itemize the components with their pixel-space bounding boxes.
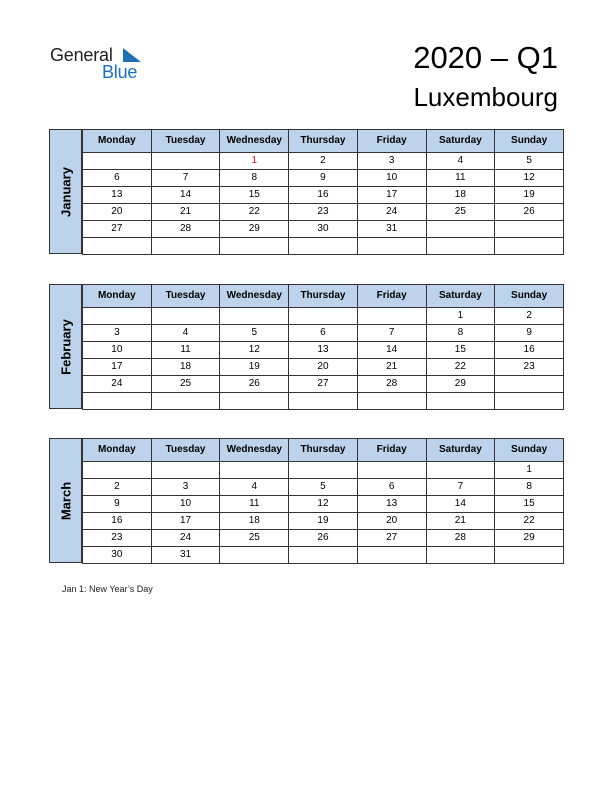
day-cell: 21 xyxy=(357,359,426,376)
day-cell: 28 xyxy=(426,530,495,547)
day-cell: 27 xyxy=(83,221,152,238)
weekday-header-row xyxy=(83,285,564,308)
day-cell xyxy=(289,393,358,410)
day-cell: 9 xyxy=(83,496,152,513)
day-cell xyxy=(289,238,358,255)
day-cell: 2 xyxy=(83,479,152,496)
day-cell xyxy=(426,238,495,255)
day-cell: 26 xyxy=(495,204,564,221)
logo-blue-text: Blue xyxy=(102,62,138,82)
day-cell: 16 xyxy=(289,187,358,204)
month-label xyxy=(49,129,82,254)
calendar-table xyxy=(82,438,564,564)
day-cell: 25 xyxy=(151,376,220,393)
page-title: 2020 – Q1 xyxy=(413,40,558,75)
day-cell: 17 xyxy=(83,359,152,376)
day-cell: 14 xyxy=(426,496,495,513)
day-cell xyxy=(357,462,426,479)
generalblue-logo xyxy=(50,44,150,84)
weekday-header: Thursday xyxy=(289,285,358,308)
day-cell xyxy=(426,221,495,238)
day-cell: 29 xyxy=(495,530,564,547)
day-cell: 21 xyxy=(426,513,495,530)
day-cell: 11 xyxy=(220,496,289,513)
week-row xyxy=(83,359,564,376)
day-cell: 7 xyxy=(426,479,495,496)
day-cell: 15 xyxy=(426,342,495,359)
day-cell: 6 xyxy=(357,479,426,496)
day-cell: 11 xyxy=(426,170,495,187)
weekday-header-row xyxy=(83,130,564,153)
weekday-header: Monday xyxy=(83,439,152,462)
day-cell xyxy=(495,376,564,393)
day-cell: 27 xyxy=(289,376,358,393)
day-cell: 18 xyxy=(151,359,220,376)
day-cell: 14 xyxy=(151,187,220,204)
weekday-header: Sunday xyxy=(495,130,564,153)
day-cell: 3 xyxy=(151,479,220,496)
week-row xyxy=(83,308,564,325)
day-cell xyxy=(426,547,495,564)
week-row xyxy=(83,547,564,564)
holiday-note: Jan 1: New Year’s Day xyxy=(62,584,153,594)
day-cell xyxy=(220,393,289,410)
weekday-header: Monday xyxy=(83,130,152,153)
day-cell: 1 xyxy=(426,308,495,325)
week-row xyxy=(83,187,564,204)
day-cell xyxy=(83,393,152,410)
day-cell: 22 xyxy=(495,513,564,530)
day-cell xyxy=(357,238,426,255)
day-cell: 6 xyxy=(289,325,358,342)
day-cell xyxy=(151,393,220,410)
day-cell xyxy=(83,153,152,170)
week-row xyxy=(83,342,564,359)
day-cell xyxy=(83,238,152,255)
country-name: Luxembourg xyxy=(413,82,558,112)
weekday-header: Tuesday xyxy=(151,130,220,153)
weekday-header: Wednesday xyxy=(220,439,289,462)
weekday-header: Tuesday xyxy=(151,439,220,462)
day-cell xyxy=(83,308,152,325)
day-cell: 1 xyxy=(495,462,564,479)
week-row xyxy=(83,204,564,221)
logo-general-text: General xyxy=(50,45,113,65)
weekday-header: Wednesday xyxy=(220,130,289,153)
week-row xyxy=(83,393,564,410)
day-cell: 4 xyxy=(151,325,220,342)
week-row xyxy=(83,530,564,547)
day-cell: 5 xyxy=(495,153,564,170)
day-cell xyxy=(357,393,426,410)
day-cell: 17 xyxy=(357,187,426,204)
day-cell xyxy=(83,462,152,479)
day-cell xyxy=(357,547,426,564)
day-cell: 1 xyxy=(220,153,289,170)
day-cell: 12 xyxy=(495,170,564,187)
day-cell xyxy=(289,308,358,325)
week-row xyxy=(83,221,564,238)
weekday-header: Saturday xyxy=(426,439,495,462)
weekday-header: Monday xyxy=(83,285,152,308)
weekday-header: Friday xyxy=(357,285,426,308)
day-cell: 24 xyxy=(357,204,426,221)
day-cell xyxy=(151,238,220,255)
calendar-table xyxy=(82,129,564,255)
day-cell: 26 xyxy=(220,376,289,393)
day-cell xyxy=(426,462,495,479)
day-cell: 25 xyxy=(426,204,495,221)
month-label xyxy=(49,284,82,409)
day-cell xyxy=(151,462,220,479)
day-cell: 13 xyxy=(289,342,358,359)
day-cell: 10 xyxy=(357,170,426,187)
day-cell: 5 xyxy=(220,325,289,342)
day-cell: 4 xyxy=(426,153,495,170)
day-cell: 23 xyxy=(495,359,564,376)
month-label xyxy=(49,438,82,563)
week-row xyxy=(83,238,564,255)
day-cell: 30 xyxy=(289,221,358,238)
weekday-header: Thursday xyxy=(289,130,358,153)
day-cell: 11 xyxy=(151,342,220,359)
day-cell: 28 xyxy=(357,376,426,393)
day-cell: 20 xyxy=(83,204,152,221)
day-cell: 3 xyxy=(83,325,152,342)
weekday-header: Saturday xyxy=(426,285,495,308)
day-cell: 5 xyxy=(289,479,358,496)
week-row xyxy=(83,462,564,479)
calendar-table xyxy=(82,284,564,410)
day-cell xyxy=(220,238,289,255)
day-cell: 23 xyxy=(83,530,152,547)
day-cell: 19 xyxy=(220,359,289,376)
weekday-header: Friday xyxy=(357,439,426,462)
week-row xyxy=(83,376,564,393)
day-cell xyxy=(220,308,289,325)
day-cell: 8 xyxy=(426,325,495,342)
weekday-header: Saturday xyxy=(426,130,495,153)
day-cell: 9 xyxy=(289,170,358,187)
day-cell: 15 xyxy=(495,496,564,513)
day-cell xyxy=(151,308,220,325)
day-cell: 13 xyxy=(83,187,152,204)
week-row xyxy=(83,496,564,513)
day-cell: 17 xyxy=(151,513,220,530)
day-cell xyxy=(151,153,220,170)
day-cell: 18 xyxy=(220,513,289,530)
day-cell: 12 xyxy=(289,496,358,513)
weekday-header: Sunday xyxy=(495,285,564,308)
day-cell: 29 xyxy=(220,221,289,238)
month-name: March xyxy=(58,481,73,520)
day-cell xyxy=(357,308,426,325)
day-cell: 28 xyxy=(151,221,220,238)
day-cell: 20 xyxy=(357,513,426,530)
day-cell: 22 xyxy=(220,204,289,221)
day-cell: 29 xyxy=(426,376,495,393)
weekday-header: Tuesday xyxy=(151,285,220,308)
day-cell: 19 xyxy=(495,187,564,204)
day-cell: 10 xyxy=(151,496,220,513)
day-cell: 26 xyxy=(289,530,358,547)
day-cell: 21 xyxy=(151,204,220,221)
day-cell: 23 xyxy=(289,204,358,221)
day-cell: 10 xyxy=(83,342,152,359)
day-cell: 6 xyxy=(83,170,152,187)
day-cell: 16 xyxy=(83,513,152,530)
week-row xyxy=(83,325,564,342)
day-cell: 13 xyxy=(357,496,426,513)
day-cell xyxy=(495,393,564,410)
month-name: February xyxy=(58,318,73,375)
day-cell: 18 xyxy=(426,187,495,204)
day-cell: 7 xyxy=(151,170,220,187)
day-cell: 8 xyxy=(495,479,564,496)
day-cell xyxy=(495,547,564,564)
day-cell: 8 xyxy=(220,170,289,187)
day-cell xyxy=(495,221,564,238)
day-cell: 7 xyxy=(357,325,426,342)
day-cell: 31 xyxy=(151,547,220,564)
day-cell: 12 xyxy=(220,342,289,359)
day-cell: 22 xyxy=(426,359,495,376)
day-cell: 4 xyxy=(220,479,289,496)
day-cell: 20 xyxy=(289,359,358,376)
weekday-header: Thursday xyxy=(289,439,358,462)
day-cell: 2 xyxy=(289,153,358,170)
day-cell: 31 xyxy=(357,221,426,238)
day-cell: 30 xyxy=(83,547,152,564)
weekday-header: Sunday xyxy=(495,439,564,462)
day-cell: 27 xyxy=(357,530,426,547)
day-cell: 24 xyxy=(151,530,220,547)
month-name: January xyxy=(58,166,73,217)
day-cell: 16 xyxy=(495,342,564,359)
day-cell xyxy=(220,547,289,564)
week-row xyxy=(83,479,564,496)
week-row xyxy=(83,513,564,530)
week-row xyxy=(83,170,564,187)
weekday-header: Wednesday xyxy=(220,285,289,308)
day-cell: 19 xyxy=(289,513,358,530)
day-cell: 24 xyxy=(83,376,152,393)
day-cell: 2 xyxy=(495,308,564,325)
day-cell xyxy=(289,547,358,564)
day-cell xyxy=(426,393,495,410)
logo-triangle-icon xyxy=(123,48,141,62)
day-cell: 25 xyxy=(220,530,289,547)
day-cell: 9 xyxy=(495,325,564,342)
day-cell xyxy=(495,238,564,255)
weekday-header-row xyxy=(83,439,564,462)
week-row xyxy=(83,153,564,170)
day-cell: 14 xyxy=(357,342,426,359)
weekday-header: Friday xyxy=(357,130,426,153)
day-cell: 3 xyxy=(357,153,426,170)
day-cell xyxy=(220,462,289,479)
day-cell xyxy=(289,462,358,479)
day-cell: 15 xyxy=(220,187,289,204)
